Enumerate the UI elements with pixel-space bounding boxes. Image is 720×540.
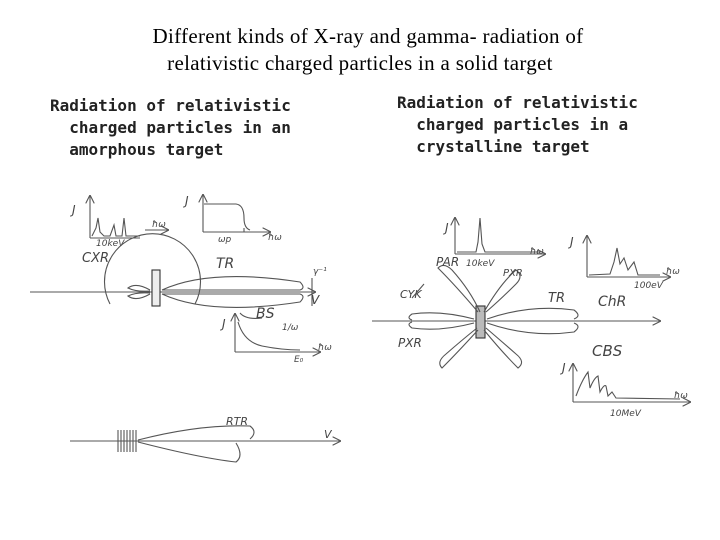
left-amorphous-sketch: [30, 194, 340, 462]
bs-spectrum-plot: [235, 314, 320, 352]
right-heading-line-1: Radiation of relativistic: [397, 93, 638, 112]
bs-e0-label: E₀: [294, 355, 304, 365]
bs-plot-j-label: J: [222, 317, 226, 331]
chr-label: ChR: [598, 294, 627, 310]
cxr-plot-j-label: J: [72, 203, 76, 217]
left-heading-line-1: Radiation of relativistic: [50, 96, 291, 115]
tr-lobe-upper: [162, 277, 303, 290]
cbs-energy-label: 10MeV: [610, 409, 641, 419]
right-heading-line-2: charged particles in a: [397, 115, 629, 134]
left-velocity-label: V: [311, 293, 320, 307]
pxr-label: PXR: [398, 336, 422, 350]
tr-axis-label: ħω: [268, 233, 282, 243]
pxr-top-label: PXR: [503, 268, 523, 279]
chr-axis-label: ħω: [666, 267, 680, 277]
title-line-2: relativistic charged particles in a solid target: [167, 51, 553, 75]
rtr-lobe-lower: [138, 442, 240, 462]
gamma-inverse-label: γ⁻¹: [313, 267, 327, 277]
right-tr-lobe-upper: [487, 308, 578, 319]
tr-omega-p-label: ωp: [218, 235, 232, 245]
title-line-1: Different kinds of X-ray and gamma- radiation of: [152, 24, 584, 48]
cbs-plot-j-label: J: [562, 361, 566, 375]
bs-one-over-omega-label: 1/ω: [282, 323, 299, 333]
pxr-lobe-down-left: [440, 328, 478, 368]
amorphous-target: [152, 270, 160, 306]
par-label: PAR: [436, 255, 460, 269]
cxr-spectrum-plot: [90, 196, 168, 238]
cbs-axis-label: ħω: [674, 391, 688, 401]
rtr-label: RTR: [226, 415, 249, 428]
cbs-spectrum-plot: [573, 364, 690, 402]
rtr-foil-stack: [118, 430, 136, 452]
par-axis-label: ħω: [530, 247, 544, 257]
cyk-label: CYK: [400, 288, 422, 301]
tr-spectrum-plot: [203, 195, 270, 232]
rtr-velocity-label: V: [324, 428, 332, 441]
tr-lobe-lower: [162, 294, 303, 307]
chr-energy-label: 100eV: [634, 281, 663, 291]
right-tr-lobe-lower: [487, 323, 578, 334]
left-heading-line-3: amorphous target: [50, 140, 224, 159]
bs-label: BS: [256, 306, 275, 322]
cbs-label: CBS: [592, 342, 623, 360]
tr-plot-j-label: J: [185, 194, 189, 208]
par-plot-j-label: J: [445, 221, 449, 235]
chr-plot-j-label: J: [570, 235, 574, 249]
cxr-label: CXR: [82, 251, 110, 266]
cxr-energy-label: 10keV: [96, 239, 125, 249]
right-heading-line-3: crystalline target: [397, 137, 590, 156]
bs-axis-label: ħω: [318, 343, 332, 353]
pxr-lobe-up-left: [438, 265, 480, 312]
right-tr-label: TR: [548, 291, 565, 306]
chr-spectrum-plot: [587, 236, 670, 277]
cxr-axis-label: ħω: [152, 220, 166, 230]
left-heading-line-2: charged particles in an: [50, 118, 291, 137]
right-crystal-sketch: [372, 218, 690, 419]
par-energy-label: 10keV: [466, 259, 495, 269]
pxr-lobe-down-right: [484, 328, 522, 368]
tr-label: TR: [216, 256, 235, 272]
